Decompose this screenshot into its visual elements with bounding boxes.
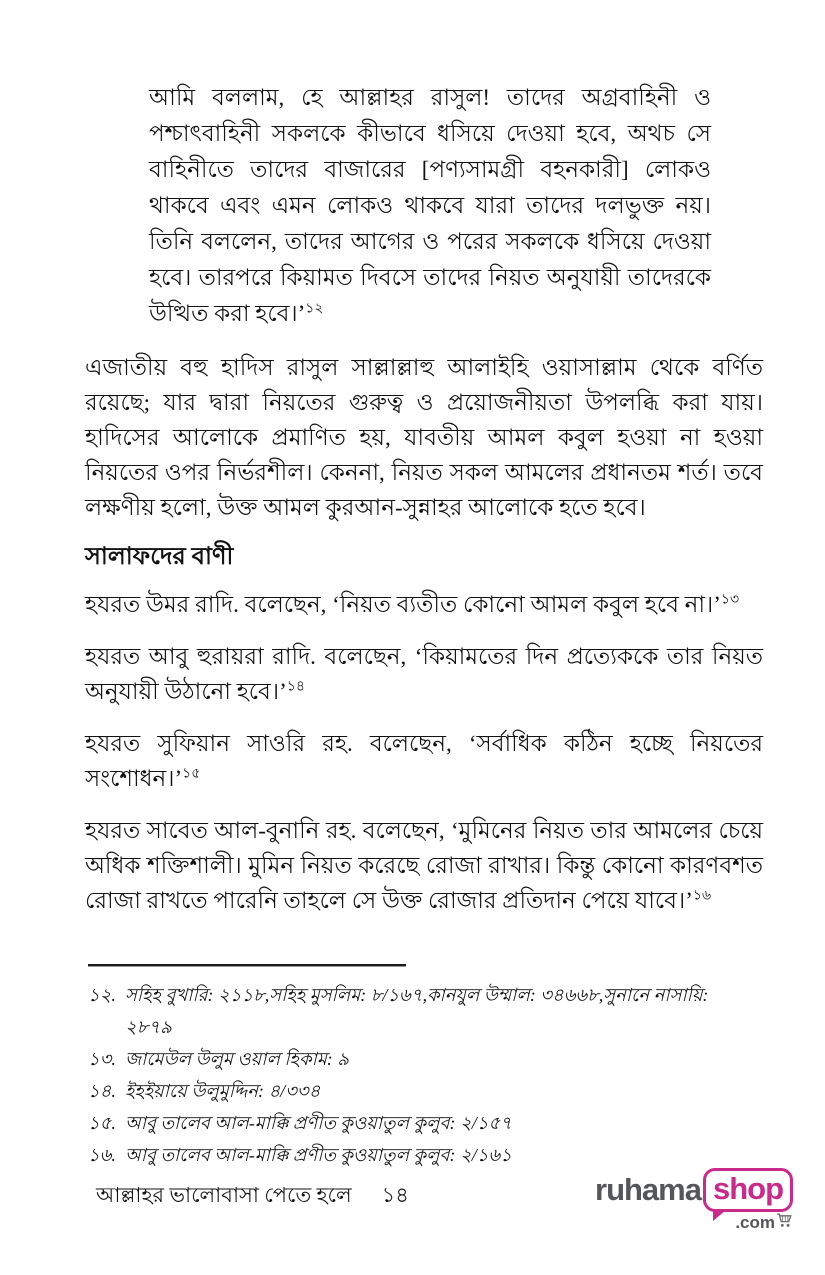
saying-text: হযরত আবু হুরায়রা রাদি. বলেছেন, ‘কিয়ামতের দিন প্রত্যেককে তার নিয়ত অনুযায়ী উঠানো হবে।’ bbox=[85, 644, 763, 704]
footnote-row bbox=[88, 1107, 755, 1139]
logo-com-row bbox=[595, 1213, 795, 1233]
footnote-separator-rule bbox=[88, 964, 406, 967]
footnote-number: ১৬. bbox=[88, 1145, 116, 1165]
saying-paragraph-umar bbox=[85, 587, 763, 622]
footnote-number: ১৫. bbox=[88, 1113, 116, 1133]
footnotes-section bbox=[88, 964, 755, 1171]
section-heading-salaf-sayings: সালাফদের বাণী bbox=[85, 544, 234, 570]
ruhamashop-watermark-logo bbox=[595, 1168, 795, 1233]
saying-text: হযরত সাবেত আল-বুনানি রহ. বলেছেন, ‘মুমিনের নিয়ত তার আমলের চেয়ে অধিক শক্তিশালী। মুমিন নিয়ত করেছে রোজা রাখার। কিন্তু কোনো কারণবশত রোজা রাখতে পারেনি তাহলে সে উক্ত রোজার প্রতিদান পেয়ে যাবে।’ bbox=[85, 818, 763, 913]
saying-paragraph-sabet bbox=[85, 813, 763, 918]
footnote-row bbox=[88, 1043, 755, 1075]
footnote-row bbox=[88, 1075, 755, 1107]
page-content bbox=[85, 80, 763, 935]
footnote-row bbox=[88, 1139, 755, 1171]
saying-text: হযরত সুফিয়ান সাওরি রহ. বলেছেন, ‘সর্বাধিক কঠিন হচ্ছে নিয়তের সংশোধন।’ bbox=[85, 731, 763, 791]
logo-speech-bubble bbox=[703, 1168, 793, 1212]
hadith-quote-text: আমি বললাম, হে আল্লাহর রাসুল! তাদের অগ্রবাহিনী ও পশ্চাৎবাহিনী সকলকে কীভাবে ধসিয়ে দেওয়া হবে, অথচ সে বাহিনীতে তাদের বাজারের [পণ্যসামগ্রী বহনকারী] লোকও থাকবে এবং এমন লোকও থাকবে যারা তাদের দলভুক্ত নয়। তিনি বললেন, তাদের আগের ও পরের সকলকে ধসিয়ে দেওয়া হবে। তারপরে কিয়ামত দিবসে তাদের নিয়ত অনুযায়ী তাদেরকে উত্থিত করা হবে।’ bbox=[149, 85, 711, 326]
saying-paragraph-sufyan bbox=[85, 726, 763, 796]
footer-page-number: ১৪ bbox=[381, 1183, 409, 1207]
logo-text-shop: shop bbox=[712, 1171, 784, 1206]
page-footer bbox=[96, 1182, 409, 1208]
footnote-text: জামেউল উলুম ওয়াল হিকাম: ৯ bbox=[125, 1049, 349, 1069]
speech-bubble-tail bbox=[713, 1210, 726, 1221]
footnote-text: ইহইয়ায়ে উলুমুদ্দিন: ৪/৩৩৪ bbox=[125, 1081, 321, 1101]
footnote-number: ১২. bbox=[88, 985, 116, 1005]
intro-paragraph-text: এজাতীয় বহু হাদিস রাসুল সাল্লাল্লাহু আলাইহি ওয়াসাল্লাম থেকে বর্ণিত রয়েছে; যার দ্বারা নিয়তের গুরুত্ব ও প্রয়োজনীয়তা উপলব্ধি করা যায়। হাদিসের আলোকে প্রমাণিত হয়, যাবতীয় আমল কবুল হওয়া না হওয়া নিয়তের ওপর নির্ভরশীল। কেননা, নিয়ত সকল আমলের প্রধানতম শর্ত। তবে লক্ষণীয় হলো, উক্ত আমল কুরআন-সুন্নাহর আলোকে হতে হবে। bbox=[85, 355, 763, 520]
footer-book-title: আল্লাহর ভালোবাসা পেতে হলে bbox=[96, 1183, 352, 1207]
hadith-quote-block bbox=[149, 80, 711, 332]
footnote-text: সহিহ বুখারি: ২১১৮,সহিহ মুসলিম: ৮/১৬৭,কানযুল উম্মাল: ৩৪৬৬৮,সুনানে নাসায়ি: ২৮৭৯ bbox=[125, 985, 709, 1037]
logo-text-ruhama: ruhama bbox=[595, 1172, 701, 1207]
saying-text: হযরত উমর রাদি. বলেছেন, ‘নিয়ত ব্যতীত কোনো আমল কবুল হবে না।’ bbox=[85, 592, 721, 617]
footnote-number: ১৩. bbox=[88, 1049, 116, 1069]
footnote-ref-15: ১৫ bbox=[182, 766, 201, 782]
footnote-ref-16: ১৬ bbox=[692, 888, 712, 904]
footnote-number: ১৪. bbox=[88, 1081, 116, 1101]
footnote-text: আবু তালেব আল-মাক্কি প্রণীত কুওয়াতুল কুলুব: ২/১৬১ bbox=[125, 1145, 512, 1165]
saying-paragraph-abu-hurayra bbox=[85, 639, 763, 709]
footnote-ref-13: ১৩ bbox=[720, 592, 740, 608]
footnote-ref-14: ১৪ bbox=[286, 679, 305, 695]
footnote-row bbox=[88, 979, 755, 1043]
logo-main-row bbox=[595, 1168, 795, 1212]
logo-text-com: .com bbox=[735, 1213, 775, 1232]
footnote-ref-12: ১২ bbox=[305, 301, 324, 317]
intro-paragraph bbox=[85, 350, 763, 525]
footnote-text: আবু তালেব আল-মাক্কি প্রণীত কুওয়াতুল কুলুব: ২/১৫৭ bbox=[125, 1113, 512, 1133]
shopping-cart-icon bbox=[776, 1213, 793, 1233]
